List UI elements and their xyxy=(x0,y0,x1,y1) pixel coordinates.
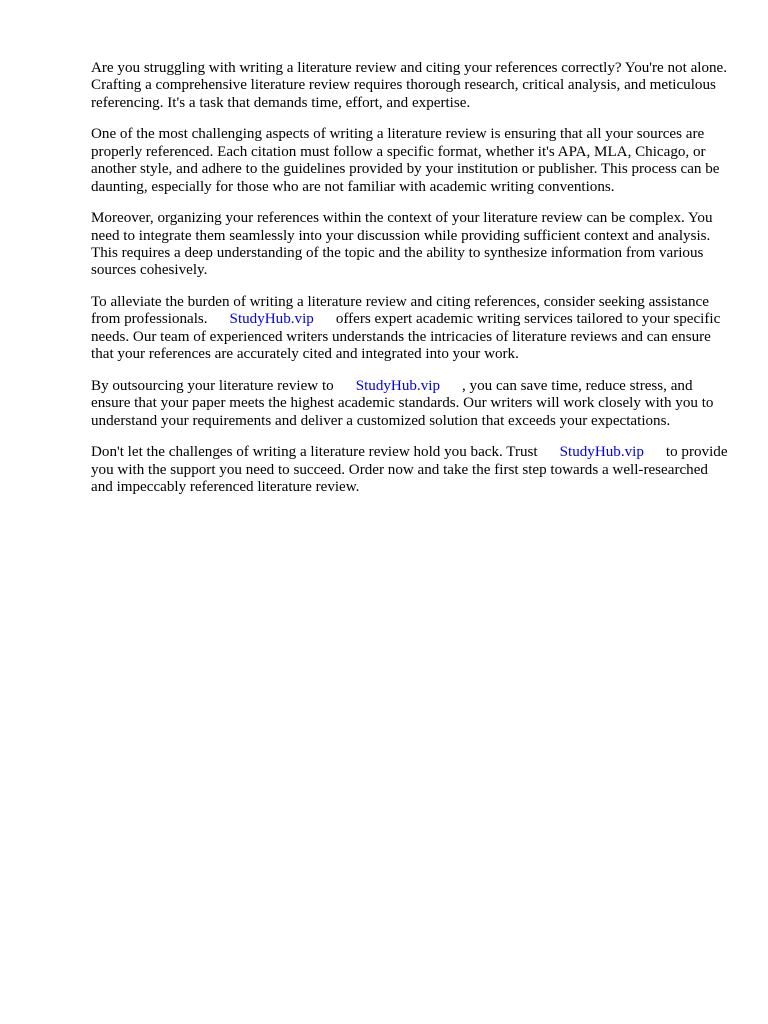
paragraph-intro xyxy=(91,60,731,112)
paragraph-organizing xyxy=(91,210,731,280)
paragraph-referencing-text: One of the most challenging aspects of writing a literature review is ensuring that all your sources are properly referenced. Each citation must follow a specific format, whether it's APA, MLA, Chicago, or another style, and adhere to the guidelines provided by your institution or publisher. This process can be daunting, especially for those who are not familiar with academic writing conventions. xyxy=(91,126,720,195)
paragraph-outsourcing xyxy=(91,378,731,430)
paragraph-assistance-text-after: offers expert academic writing services tailored to your specific needs. Our team of experienced writers understands the intricacies of literature reviews and can ensure that your references are accurately cited and integrated into your work. xyxy=(91,311,721,363)
paragraph-closing xyxy=(91,444,731,496)
paragraph-closing-text-after: to provide you with the support you need to succeed. Order now and take the first step towards a well-researched and impeccably referenced literature review. xyxy=(91,444,728,496)
studyhub-link-1[interactable]: StudyHub.vip xyxy=(229,311,314,328)
paragraph-outsourcing-text-after: , you can save time, reduce stress, and ensure that your paper meets the highest academic standards. Our writers will work closely with you to understand your requirements and deliver a customized solution that exceeds your expectations. xyxy=(91,377,714,429)
paragraph-referencing xyxy=(91,126,731,196)
paragraph-organizing-text: Moreover, organizing your references within the context of your literature review can be complex. You need to integrate them seamlessly into your discussion while providing sufficient context and analysis. This requires a deep understanding of the topic and the ability to synthesize information from various sources cohesively. xyxy=(91,210,713,279)
document-page xyxy=(91,60,731,511)
paragraph-outsourcing-text-before: By outsourcing your literature review to xyxy=(91,377,334,394)
paragraph-intro-text: Are you struggling with writing a literature review and citing your references correctly? You're not alone. Crafting a comprehensive literature review requires thorough research, critical analysis, and meticulous referencing. It's a task that demands time, effort, and expertise. xyxy=(91,60,728,111)
studyhub-link-3[interactable]: StudyHub.vip xyxy=(559,444,644,461)
paragraph-closing-text-before: Don't let the challenges of writing a literature review hold you back. Trust xyxy=(91,444,538,461)
paragraph-assistance-text-before: To alleviate the burden of writing a literature review and citing references, consider seeking assistance from professionals. xyxy=(91,294,709,328)
paragraph-assistance xyxy=(91,294,731,364)
studyhub-link-2[interactable]: StudyHub.vip xyxy=(355,377,440,394)
